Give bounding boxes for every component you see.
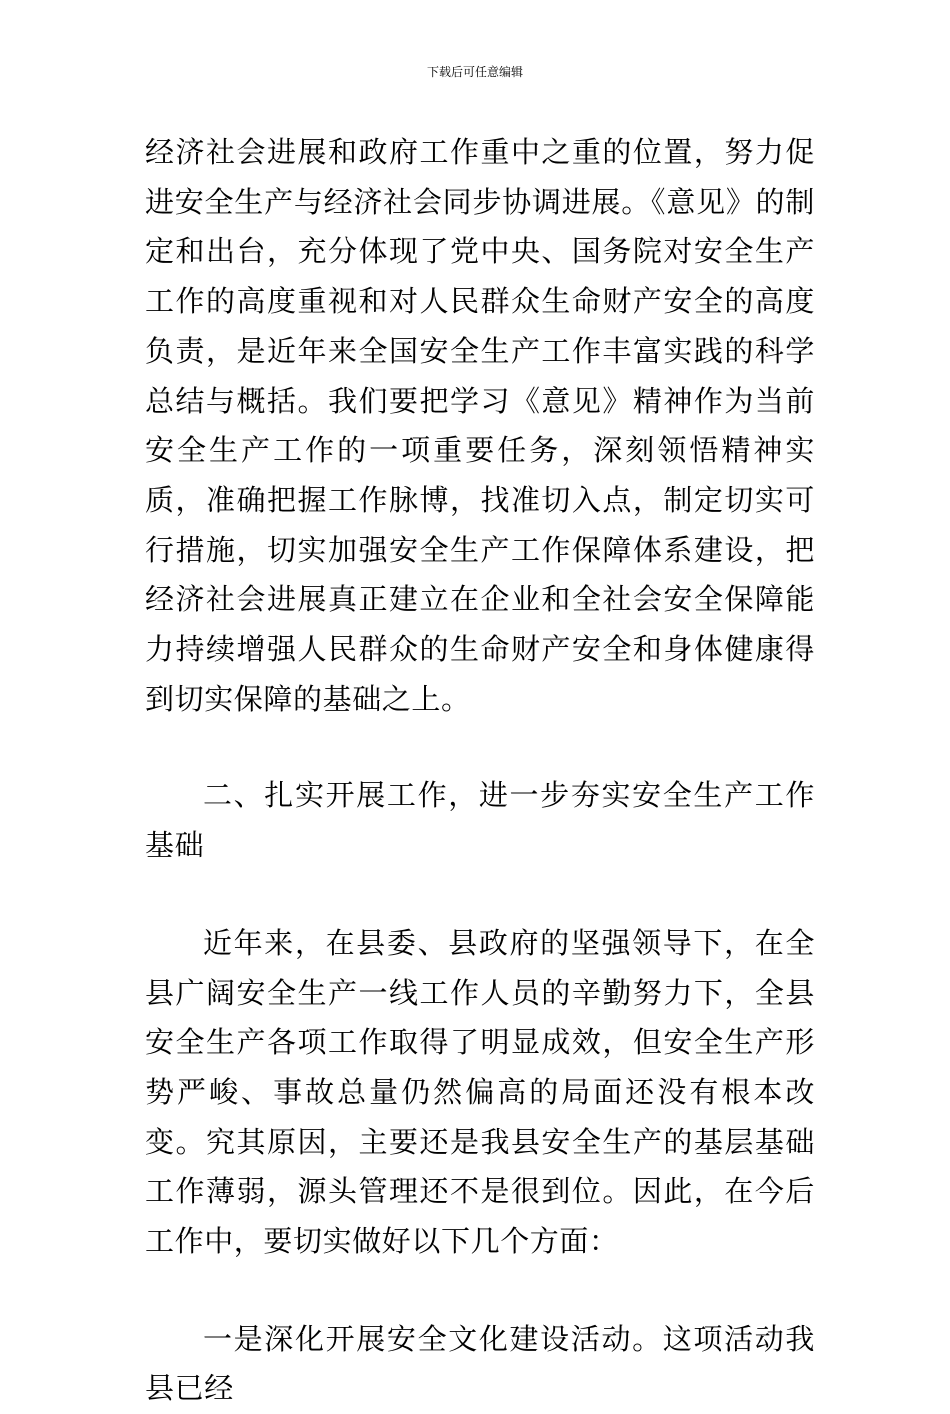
page-header: 下载后可任意编辑 bbox=[426, 65, 523, 79]
paragraph-recent-years: 近年来，在县委、县政府的坚强领导下，在全县广阔安全生产一线工作人员的辛勤努力下，全县安全生产各项工作取得了明显成效，但安全生产形势严峻、事故总量仍然偏高的局面还没有根本改变。究其原因，主要还是我县安全生产的基层基础工作薄弱，源头管理还不是很到位。因此，在今后工作中，要切实做好以下几个方面： bbox=[145, 925, 815, 1259]
paragraph-continuation: 经济社会进展和政府工作重中之重的位置，努力促进安全生产与经济社会同步协调进展。《意见》的制定和出台，充分体现了党中央、国务院对安全生产工作的高度重视和对人民群众生命财产安全的高度负责，是近年来全国安全生产工作丰富实践的科学总结与概括。我们要把学习《意见》精神作为当前安全生产工作的一项重要任务，深刻领悟精神实质，准确把握工作脉博，找准切入点，制定切实可行措施，切实加强安全生产工作保障体系建设，把经济社会进展真正建立在企业和全社会安全保障能力持续增强人民群众的生命财产安全和身体健康得到切实保障的基础之上。 bbox=[145, 135, 815, 716]
paragraph-safety-culture: 一是深化开展安全文化建设活动。这项活动我县已经 bbox=[145, 1321, 815, 1406]
section-heading: 二、扎实开展工作，进一步夯实安全生产工作基础 bbox=[145, 778, 815, 863]
document-body bbox=[145, 128, 815, 1414]
